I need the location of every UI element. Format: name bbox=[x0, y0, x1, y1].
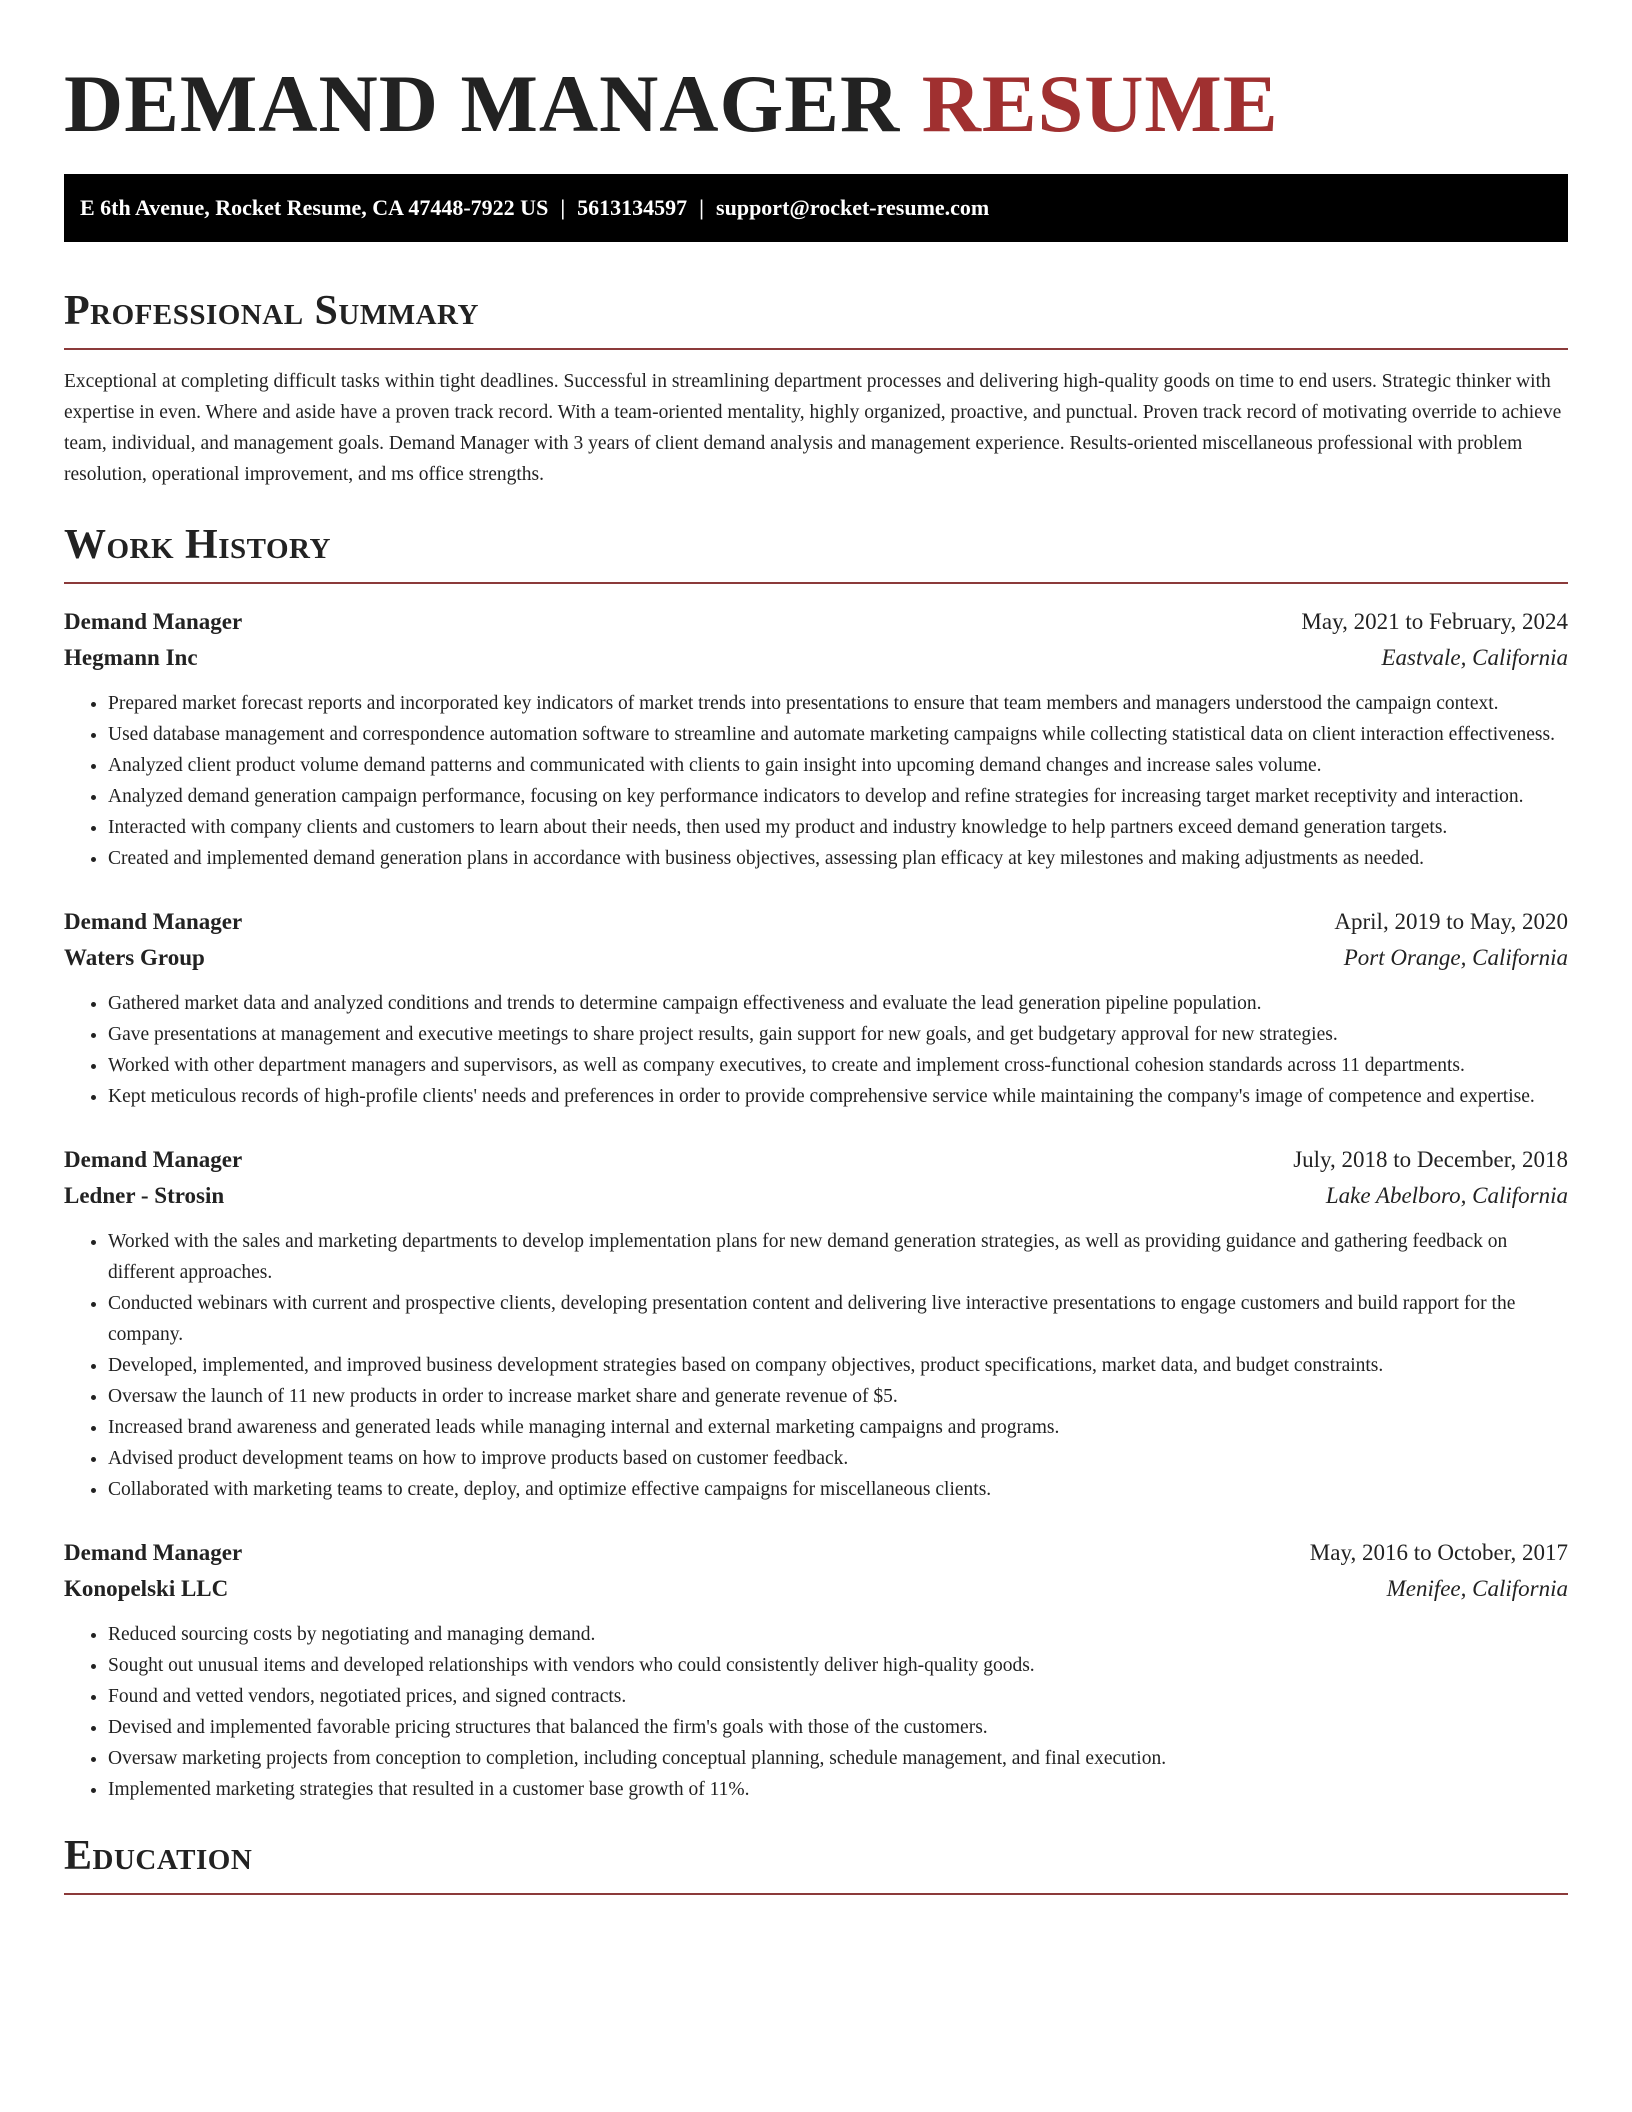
job-bullets bbox=[64, 1619, 1568, 1805]
job-entry bbox=[64, 604, 1568, 874]
job-bullet: • Conducted webinars with current and prospective clients, developing presentation content and delivering live interactive presentations to engage customers and build rapport for the company. bbox=[108, 1288, 1568, 1350]
job-title: Demand Manager bbox=[64, 609, 243, 634]
job-company-row bbox=[64, 1571, 1568, 1607]
contact-separator: | bbox=[560, 195, 566, 220]
job-bullets bbox=[64, 1226, 1568, 1505]
contact-separator: | bbox=[699, 195, 705, 220]
job-header-row bbox=[64, 1142, 1568, 1178]
contact-address: E 6th Avenue, Rocket Resume, CA 47448-7922 US bbox=[80, 195, 549, 220]
job-company-row bbox=[64, 1178, 1568, 1214]
job-entry bbox=[64, 1142, 1568, 1505]
job-entry bbox=[64, 1535, 1568, 1805]
job-location: Eastvale, California bbox=[1381, 645, 1568, 670]
job-bullet: • Kept meticulous records of high-profile clients' needs and preferences in order to provide comprehensive service while maintaining the company's image of competence and expertise. bbox=[108, 1081, 1568, 1112]
job-bullet: • Gathered market data and analyzed conditions and trends to determine campaign effectiveness and evaluate the lead generation pipeline population. bbox=[108, 988, 1568, 1019]
job-bullet: • Used database management and correspondence automation software to streamline and automate marketing campaigns while collecting statistical data on client interaction effectiveness. bbox=[108, 719, 1568, 750]
job-company: Waters Group bbox=[64, 945, 205, 970]
job-location: Lake Abelboro, California bbox=[1325, 1183, 1568, 1208]
job-location: Menifee, California bbox=[1386, 1576, 1568, 1601]
job-company-row bbox=[64, 940, 1568, 976]
job-bullet: • Analyzed client product volume demand patterns and communicated with clients to gain insight into upcoming demand changes and increase sales volume. bbox=[108, 750, 1568, 781]
contact-phone: 5613134597 bbox=[577, 195, 688, 220]
job-header-row bbox=[64, 904, 1568, 940]
job-bullet: • Reduced sourcing costs by negotiating and managing demand. bbox=[108, 1619, 1568, 1650]
job-header-row bbox=[64, 604, 1568, 640]
resume-title bbox=[64, 0, 1568, 150]
job-entry bbox=[64, 904, 1568, 1112]
job-bullet: • Interacted with company clients and customers to learn about their needs, then used my product and industry knowledge to help partners exceed demand generation targets. bbox=[108, 812, 1568, 843]
job-company: Hegmann Inc bbox=[64, 645, 198, 670]
job-company: Konopelski LLC bbox=[64, 1576, 229, 1601]
job-bullet: • Prepared market forecast reports and incorporated key indicators of market trends into presentations to ensure that team members and managers understood the campaign context. bbox=[108, 688, 1568, 719]
summary-text: Exceptional at completing difficult tasks within tight deadlines. Successful in streamlining department processes and delivering high-quality goods on time to end users. Strategic thinker with expertise in even. Where and aside have a proven track record. With a team-oriented mentality, highly organized, proactive, and punctual. Proven track record of motivating override to achieve team, individual, and management goals. Demand Manager with 3 years of client demand analysis and management experience. Results-oriented miscellaneous professional with problem resolution, operational improvement, and ms office strengths. bbox=[64, 371, 1562, 485]
job-bullet: • Implemented marketing strategies that resulted in a customer base growth of 11%. bbox=[108, 1774, 1568, 1805]
job-bullet: • Found and vetted vendors, negotiated prices, and signed contracts. bbox=[108, 1681, 1568, 1712]
job-dates: April, 2019 to May, 2020 bbox=[1334, 909, 1568, 934]
contact-email: support@rocket-resume.com bbox=[716, 195, 990, 220]
job-bullet: • Devised and implemented favorable pricing structures that balanced the firm's goals with those of the customers. bbox=[108, 1712, 1568, 1743]
job-company: Ledner - Strosin bbox=[64, 1183, 225, 1208]
title-accent: RESUME bbox=[921, 58, 1279, 149]
job-dates: July, 2018 to December, 2018 bbox=[1293, 1147, 1568, 1172]
job-dates: May, 2016 to October, 2017 bbox=[1309, 1540, 1568, 1565]
job-bullet: • Developed, implemented, and improved business development strategies based on company objectives, product specifications, market data, and budget constraints. bbox=[108, 1350, 1568, 1381]
work-history-list bbox=[64, 604, 1568, 1805]
job-title: Demand Manager bbox=[64, 1147, 243, 1172]
job-bullets bbox=[64, 688, 1568, 874]
job-bullets bbox=[64, 988, 1568, 1112]
job-bullet: • Increased brand awareness and generated leads while managing internal and external marketing campaigns and programs. bbox=[108, 1412, 1568, 1443]
job-location: Port Orange, California bbox=[1343, 945, 1568, 970]
job-bullet: • Gave presentations at management and executive meetings to share project results, gain support for new goals, and get budgetary approval for new strategies. bbox=[108, 1019, 1568, 1050]
job-bullet: • Worked with other department managers and supervisors, as well as company executives, to create and implement cross-functional cohesion standards across 11 departments. bbox=[108, 1050, 1568, 1081]
job-bullet: • Collaborated with marketing teams to create, deploy, and optimize effective campaigns for miscellaneous clients. bbox=[108, 1474, 1568, 1505]
job-dates: May, 2021 to February, 2024 bbox=[1301, 609, 1568, 634]
job-bullet: • Sought out unusual items and developed relationships with vendors who could consistently deliver high-quality goods. bbox=[108, 1650, 1568, 1681]
job-bullet: • Advised product development teams on how to improve products based on customer feedback. bbox=[108, 1443, 1568, 1474]
job-bullet: • Analyzed demand generation campaign performance, focusing on key performance indicators to develop and refine strategies for increasing target market receptivity and interaction. bbox=[108, 781, 1568, 812]
job-bullet: • Worked with the sales and marketing departments to develop implementation plans for new demand generation strategies, as well as providing guidance and gathering feedback on different approaches. bbox=[108, 1226, 1568, 1288]
title-main: DEMAND MANAGER bbox=[64, 58, 901, 149]
job-bullet: • Oversaw marketing projects from conception to completion, including conceptual planning, schedule management, and final execution. bbox=[108, 1743, 1568, 1774]
summary-heading: Professional Summary bbox=[64, 286, 1568, 350]
job-bullet: • Created and implemented demand generation plans in accordance with business objectives, assessing plan efficacy at key milestones and making adjustments as needed. bbox=[108, 843, 1568, 874]
work-history-heading: Work History bbox=[64, 520, 1568, 584]
job-title: Demand Manager bbox=[64, 1540, 243, 1565]
job-title: Demand Manager bbox=[64, 909, 243, 934]
job-bullet: • Oversaw the launch of 11 new products in order to increase market share and generate revenue of $5. bbox=[108, 1381, 1568, 1412]
education-heading: Education bbox=[64, 1831, 1568, 1895]
job-header-row bbox=[64, 1535, 1568, 1571]
job-company-row bbox=[64, 640, 1568, 676]
contact-bar bbox=[64, 174, 1568, 242]
